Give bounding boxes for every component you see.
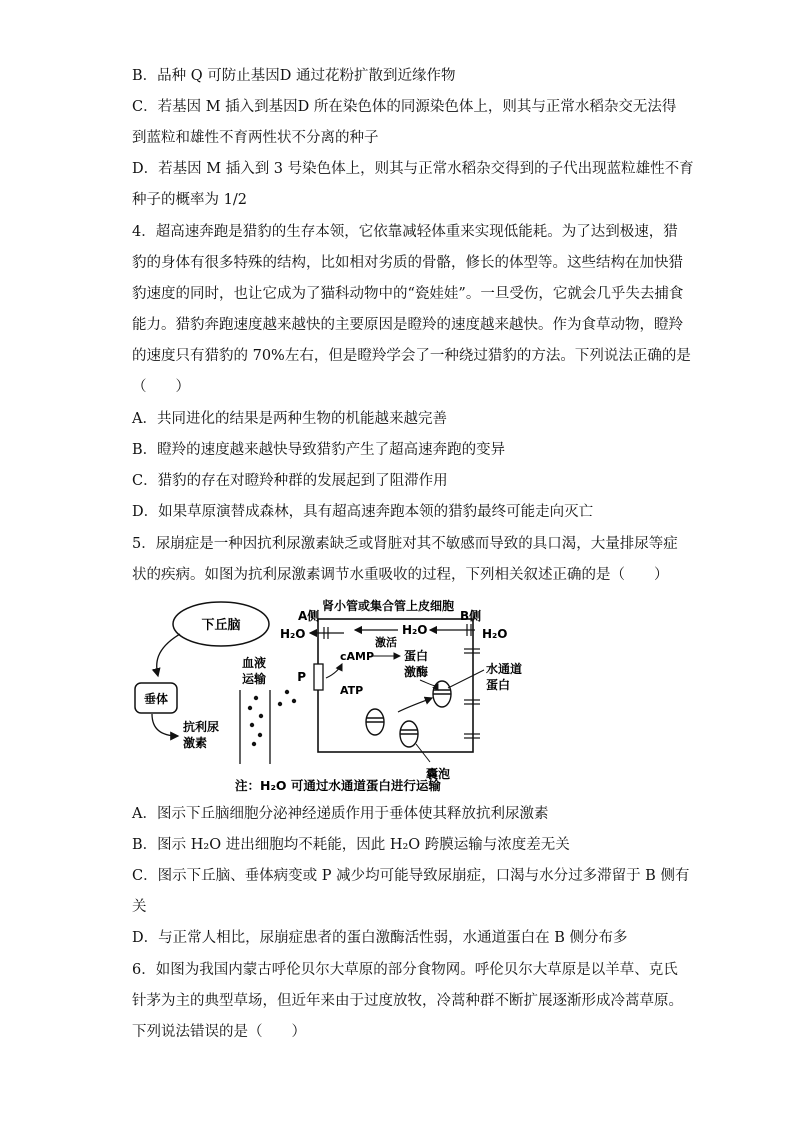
q4-answer-blank: （ ）: [132, 379, 190, 395]
q3-option-d-line1: D．若基因 M 插入到 3 号染色体上，则其与正常水稻杂交得到的子代出现蓝粒雄性不育: [132, 161, 694, 177]
label-pituitary: 垂体: [143, 692, 169, 706]
q4-option-c: C．猎豹的存在对瞪羚种群的发展起到了阻滞作用: [132, 473, 448, 489]
label-receptor-p: P: [297, 670, 306, 684]
q3-option-c-line2: 到蓝粒和雄性不育两性状不分离的种子: [132, 130, 379, 146]
q6-stem-line2: 针茅为主的典型草场，但近年来由于过度放牧，冷蒿种群不断扩展逐渐形成冷蒿草原。: [132, 993, 683, 1009]
q4-option-a: A．共同进化的结果是两种生物的机能越来越完善: [132, 411, 447, 427]
q5-option-a: A．图示下丘脑细胞分泌神经递质作用于垂体使其释放抗利尿激素: [132, 806, 549, 822]
q6-stem-line3: 下列说法错误的是（ ）: [132, 1024, 306, 1040]
label-camp: cAMP: [340, 650, 375, 663]
q4-stem-line5: 的速度只有猎豹的 70%左右，但是瞪羚学会了一种绕过猎豹的方法。下列说法正确的是: [132, 348, 691, 364]
label-adh-line2: 激素: [183, 736, 208, 750]
aquaporins-membrane: [464, 649, 480, 738]
q6-stem-line1: 6．如图为我国内蒙古呼伦贝尔大草原的部分食物网。呼伦贝尔大草原是以羊草、克氏: [132, 962, 678, 978]
q3-option-b: B．品种 Q 可防止基因D 通过花粉扩散到近缘作物: [132, 68, 456, 84]
q4-option-b: B．瞪羚的速度越来越快导致猎豹产生了超高速奔跑的变异: [132, 442, 506, 458]
label-side-a: A侧: [298, 609, 320, 623]
figure-note: 注：H₂O 可通过水通道蛋白进行运输: [235, 778, 441, 793]
label-vesicle: 囊泡: [426, 767, 451, 781]
q5-option-c-line1: C．图示下丘脑、垂体病变或 P 减少均可能导致尿崩症，口渴与水分过多滞留于 B 侧有: [132, 868, 690, 884]
q4-stem-line4: 能力。猎豹奔跑速度越来越快的主要原因是瞪羚的速度越来越快。作为食草动物，瞪羚: [132, 317, 683, 333]
label-adh-line1: 抗利尿: [183, 720, 220, 734]
q5-stem-line2: 状的疾病。如图为抗利尿激素调节水重吸收的过程，下列相关叙述正确的是（ ）: [132, 567, 669, 583]
q5-stem-line1: 5．尿崩症是一种因抗利尿激素缺乏或肾脏对其不敏感而导致的具口渴，大量排尿等症: [132, 536, 678, 552]
q4-stem-line1: 4．超高速奔跑是猎豹的生存本领，它依靠减轻体重来实现低能耗。为了达到极速，猎: [132, 224, 678, 240]
q4-stem-line2: 豹的身体有很多特殊的结构，比如相对劣质的骨骼，修长的体型等。这些结构在加快猎: [132, 255, 683, 271]
label-blood-line1: 血液: [241, 656, 267, 670]
label-water-a: H₂O: [280, 627, 306, 641]
label-activate: 激活: [375, 636, 397, 649]
q5-option-b: B．图示 H₂O 进出细胞均不耗能，因此 H₂O 跨膜运输与浓度差无关: [132, 837, 570, 853]
receptor-p: [314, 664, 323, 690]
label-water-b: H₂O: [482, 627, 508, 641]
label-water-inside: H₂O: [402, 623, 428, 637]
label-atp: ATP: [340, 684, 364, 697]
label-side-b: B侧: [460, 609, 482, 623]
label-aquaporin-line1: 水通道: [486, 662, 523, 676]
q4-option-d: D．如果草原演替成森林，具有超高速奔跑本领的猎豹最终可能走向灭亡: [132, 504, 594, 520]
q5-option-c-line2: 关: [132, 899, 147, 915]
q4-stem-line3: 豹速度的同时，也让它成为了猫科动物中的“瓷娃娃”。一旦受伤，它就会几乎失去捕食: [132, 286, 684, 302]
q3-option-d-line2: 种子的概率为 1/2: [132, 192, 247, 208]
label-hypothalamus: 下丘脑: [201, 618, 241, 633]
q3-option-c-line1: C．若基因 M 插入到基因D 所在染色体的同源染色体上，则其与正常水稻杂交无法得: [132, 99, 677, 115]
label-kinase-line1: 蛋白: [404, 649, 429, 663]
label-aquaporin-line2: 蛋白: [486, 678, 511, 692]
vesicles: [366, 681, 451, 747]
label-cell-title: 肾小管或集合管上皮细胞: [321, 599, 455, 613]
label-kinase-line2: 激酶: [404, 665, 429, 679]
q5-option-d: D．与正常人相比，尿崩症患者的蛋白激酶活性弱，水通道蛋白在 B 侧分布多: [132, 930, 628, 946]
adh-water-reabsorption-diagram: [130, 594, 550, 794]
label-blood-line2: 运输: [241, 672, 267, 686]
hormone-molecules: [248, 690, 296, 746]
